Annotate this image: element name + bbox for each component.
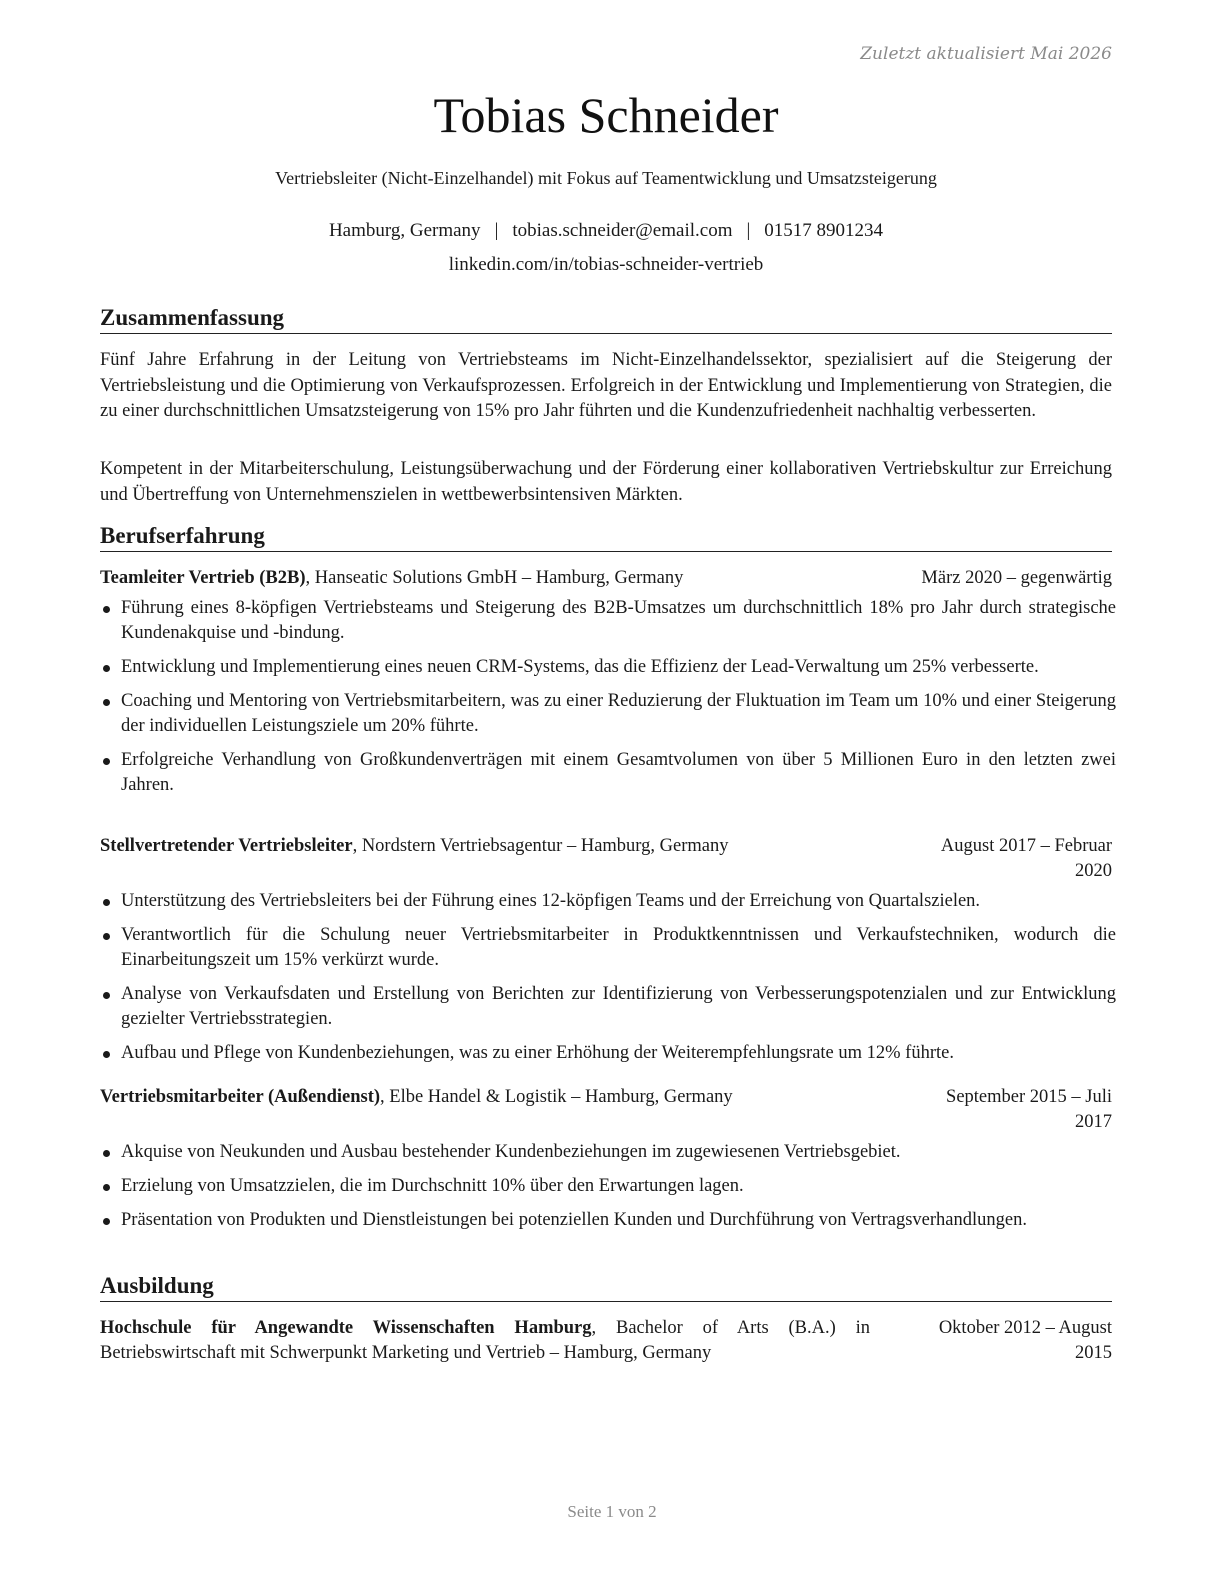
job-bullets <box>100 1140 1116 1242</box>
job-role: Teamleiter Vertrieb (B2B) <box>100 568 306 588</box>
education-dates <box>939 1316 1112 1366</box>
list-item: Analyse von Verkaufsdaten und Erstellung von Berichten zur Identifizierung von Verbesserungspotenzialen und zur Entwicklung gezielter Vertriebsstrategien. <box>100 982 1116 1032</box>
job-role: Stellvertretender Vertriebsleiter <box>100 836 353 856</box>
email-link[interactable]: tobias.schneider@email.com <box>512 220 733 241</box>
job-company: , Elbe Handel & Logistik – Hamburg, Germany <box>380 1087 733 1107</box>
separator: | <box>746 220 751 241</box>
list-item: Erfolgreiche Verhandlung von Großkundenverträgen mit einem Gesamtvolumen von über 5 Millionen Euro in den letzten zwei Jahren. <box>100 748 1116 798</box>
last-updated: Zuletzt aktualisiert Mai 2026 <box>860 44 1112 64</box>
headline: Vertriebsleiter (Nicht-Einzelhandel) mit Fokus auf Teamentwicklung und Umsatzsteigerung <box>275 168 937 188</box>
page-number: Seite 1 von 2 <box>567 1502 657 1521</box>
job-bullets <box>100 889 1116 1075</box>
summary-paragraph: Kompetent in der Mitarbeiterschulung, Leistungsüberwachung und der Förderung einer kollaborativen Vertriebskultur zur Erreichung und Übertreffung von Unternehmenszielen in wettbewerbsintensiven Märkten. <box>100 459 1112 505</box>
degree: , Bachelor of Arts (B.A.) in Betriebswirtschaft mit Schwerpunkt Marketing und Vertrieb – Hamburg, Germany <box>100 1318 871 1363</box>
job-role: Vertriebsmitarbeiter (Außendienst) <box>100 1087 381 1107</box>
section-title-summary: Zusammenfassung <box>100 305 1112 334</box>
job-dates-line: August 2017 – Februar <box>940 836 1112 856</box>
education-dates-line: Oktober 2012 – August <box>938 1318 1112 1338</box>
list-item: Führung eines 8-köpfigen Vertriebsteams und Steigerung des B2B-Umsatzes um durchschnittlich 18% pro Jahr durch strategische Kundenakquise und -bindung. <box>100 596 1116 646</box>
job-company: , Hanseatic Solutions GmbH – Hamburg, Germany <box>305 568 684 588</box>
list-item: Erzielung von Umsatzzielen, die im Durchschnitt 10% über den Erwartungen lagen. <box>100 1174 1116 1199</box>
job-dates-line: 2017 <box>1075 1112 1112 1132</box>
job-dates-line: 2020 <box>1075 861 1112 881</box>
job-bullets <box>100 596 1116 807</box>
job-dates <box>941 834 1112 884</box>
list-item: Coaching und Mentoring von Vertriebsmitarbeitern, was zu einer Reduzierung der Fluktuation im Team um 10% und einer Steigerung der individuellen Leistungsziele um 20% führte. <box>100 689 1116 739</box>
list-item: Präsentation von Produkten und Dienstleistungen bei potenziellen Kunden und Durchführung von Vertragsverhandlungen. <box>100 1208 1116 1233</box>
list-item: Unterstützung des Vertriebsleiters bei der Führung eines 12-köpfigen Teams und der Erreichung von Quartalszielen. <box>100 889 1116 914</box>
contact-line <box>100 220 1112 242</box>
location: Hamburg, Germany <box>328 220 481 241</box>
section-title-education: Ausbildung <box>100 1273 1112 1302</box>
list-item: Entwicklung und Implementierung eines neuen CRM-Systems, das die Effizienz der Lead-Verwaltung um 25% verbesserte. <box>100 655 1116 680</box>
list-item: Verantwortlich für die Schulung neuer Vertriebsmitarbeiter in Produktkenntnissen und Verkaufstechniken, wodurch die Einarbeitungszeit um 15% verkürzt wurde. <box>100 923 1116 973</box>
section-title-experience: Berufserfahrung <box>100 523 1112 552</box>
job-dates: März 2020 – gegenwärtig <box>921 568 1112 588</box>
separator: | <box>494 220 499 241</box>
list-item: Aufbau und Pflege von Kundenbeziehungen, was zu einer Erhöhung der Weiterempfehlungsrate um 12% führte. <box>100 1041 1116 1066</box>
candidate-name: Tobias Schneider <box>433 87 779 143</box>
school-name: Hochschule für Angewandte Wissenschaften Hamburg <box>100 1318 592 1338</box>
job-company: , Nordstern Vertriebsagentur – Hamburg, Germany <box>352 836 729 856</box>
phone: 01517 8901234 <box>764 220 884 241</box>
job-dates-line: September 2015 – Juli <box>946 1087 1112 1107</box>
list-item: Akquise von Neukunden und Ausbau bestehender Kundenbeziehungen im zugewiesenen Vertriebsgebiet. <box>100 1140 1116 1165</box>
summary-paragraph: Fünf Jahre Erfahrung in der Leitung von Vertriebsteams im Nicht-Einzelhandelssektor, spezialisiert auf die Steigerung der Vertriebsleistung und die Optimierung von Verkaufsprozessen. Erfolgreich in der Entwicklung und Implementierung von Strategien, die zu einer durchschnittlichen Umsatzsteigerung von 15% pro Jahr führten und die Kundenzufriedenheit nachhaltig verbesserten. <box>100 350 1112 421</box>
linkedin-link[interactable]: linkedin.com/in/tobias-schneider-vertrieb <box>448 254 764 275</box>
job-dates <box>946 1085 1112 1135</box>
education-dates-line: 2015 <box>1075 1343 1112 1363</box>
